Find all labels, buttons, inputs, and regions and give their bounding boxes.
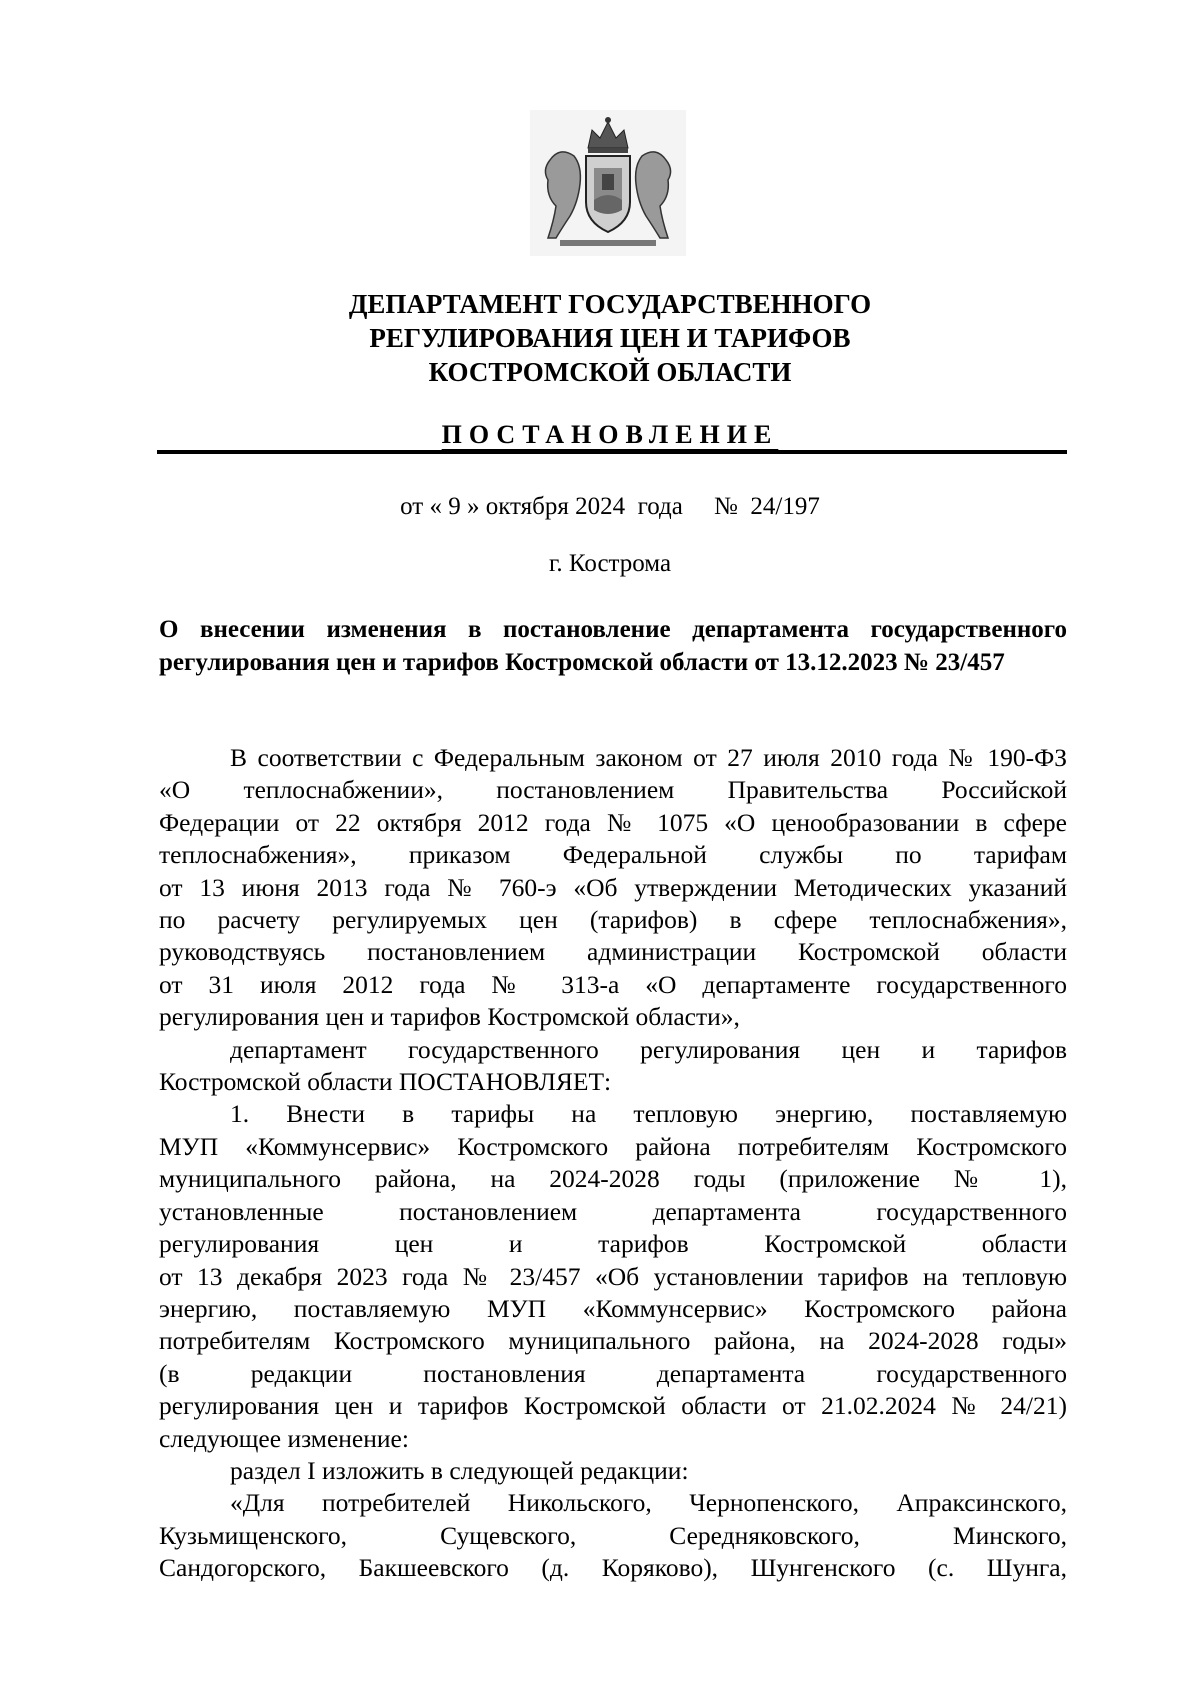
body-line: теплоснабжения», приказом Федеральной службы по тарифам: [159, 840, 1067, 870]
body-line: (в редакции постановления департамента государственного: [159, 1358, 1067, 1388]
body-line: МУП «Коммунсервис» Костромского района потребителям Костромского: [159, 1131, 1067, 1161]
body-line: энергию, поставляемую МУП «Коммунсервис» Костромского района: [159, 1293, 1067, 1323]
body-line: регулирования цен и тарифов Костромской области: [159, 1229, 1067, 1259]
coat-of-arms-emblem: [530, 110, 686, 256]
body-line: регулирования цен и тарифов Костромской области»,: [159, 1002, 740, 1032]
body-line: Федерации от 22 октября 2012 года № 1075 «О ценообразовании в сфере: [159, 807, 1067, 837]
body-line: «Для потребителей Никольского, Чернопенского, Апраксинского,: [230, 1488, 1067, 1518]
department-name-line: КОСТРОМСКОЙ ОБЛАСТИ: [428, 357, 792, 387]
body-line: от 31 июля 2012 года № 313-а «О департаменте государственного: [159, 969, 1067, 999]
body-line: регулирования цен и тарифов Костромской области от 21.02.2024 № 24/21): [159, 1391, 1067, 1421]
department-name: [150, 287, 1070, 389]
body-line: от 13 июня 2013 года № 760-э «Об утверждении Методических указаний: [159, 872, 1067, 902]
body-line: Сандогорского, Бакшеевского (д. Коряково), Шунгенского (с. Шунга,: [159, 1553, 1067, 1583]
body-line: муниципального района, на 2024-2028 годы (приложение № 1),: [159, 1164, 1067, 1194]
body-line: от 13 декабря 2023 года № 23/457 «Об установлении тарифов на тепловую: [159, 1261, 1067, 1291]
body-line: потребителям Костромского муниципального района, на 2024-2028 годы»: [159, 1326, 1067, 1356]
department-name-line: ДЕПАРТАМЕНТ ГОСУДАРСТВЕННОГО: [348, 289, 872, 319]
city: г. Кострома: [548, 550, 672, 577]
body-line: 1. Внести в тарифы на тепловую энергию, поставляемую: [230, 1099, 1067, 1129]
body-line: В соответствии с Федеральным законом от 27 июля 2010 года № 190-ФЗ: [230, 743, 1067, 772]
body-line: Костромской области ПОСТАНОВЛЯЕТ:: [159, 1067, 612, 1097]
body-line: по расчету регулируемых цен (тарифов) в сфере теплоснабжения»,: [159, 905, 1067, 935]
document-subject: О внесении изменения в постановление департамента государственного регулирования цен и тарифов Костромской области от 13.12.2023 № 23/457: [159, 616, 1067, 676]
body-line: следующее изменение:: [159, 1423, 409, 1453]
date-and-number: от « 9 » октября 2024 года № 24/197: [400, 493, 820, 520]
document-body: [159, 742, 1067, 1585]
body-line: Кузьмищенского, Сущевского, Середняковского, Минского,: [159, 1520, 1067, 1550]
header-rule: [157, 450, 1067, 454]
department-name-line: РЕГУЛИРОВАНИЯ ЦЕН И ТАРИФОВ: [369, 323, 851, 353]
body-line: «О теплоснабжении», постановлением Правительства Российской: [159, 775, 1067, 805]
body-line: раздел I изложить в следующей редакции:: [230, 1455, 689, 1485]
body-line: департамент государственного регулирования цен и тарифов: [230, 1034, 1067, 1064]
coat-of-arms-icon: [530, 110, 686, 256]
body-line: руководствуясь постановлением администрации Костромской области: [159, 937, 1067, 967]
document-type-title: ПОСТАНОВЛЕНИЕ: [441, 420, 779, 449]
body-line: установленные постановлением департамента государственного: [159, 1196, 1067, 1226]
